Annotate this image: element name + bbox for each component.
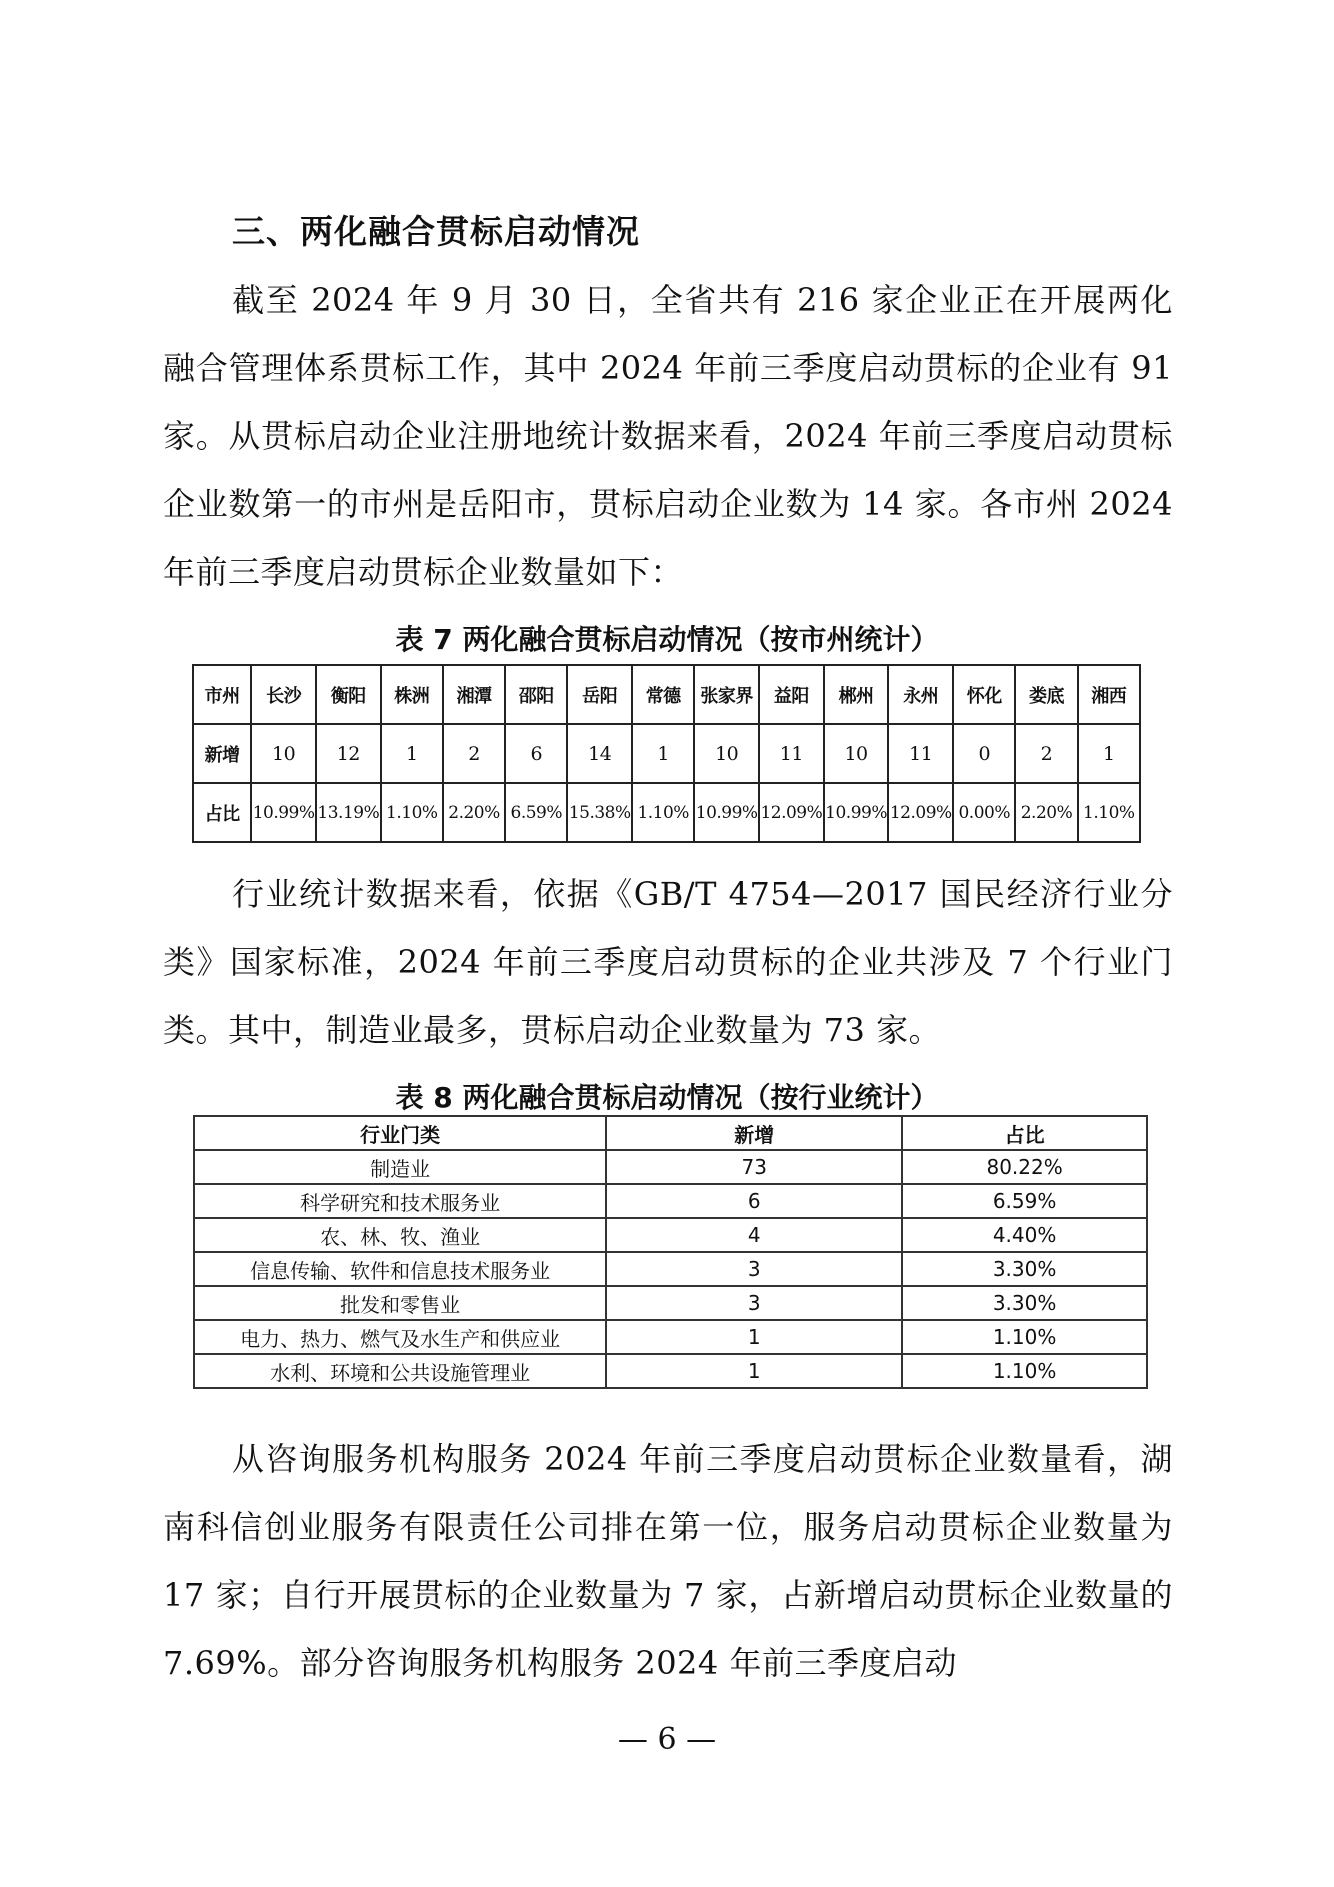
- table7-cell-share: 1.10%: [632, 783, 694, 842]
- table8-cell-new: 4: [606, 1218, 902, 1252]
- table7-cell-new: 14: [567, 724, 632, 783]
- table8-cell-industry: 制造业: [194, 1150, 606, 1184]
- table7-cell-new: 6: [505, 724, 567, 783]
- table8-cell-industry: 电力、热力、燃气及水生产和供应业: [194, 1320, 606, 1354]
- table7-cell-new: 2: [443, 724, 505, 783]
- page-number: — 6 —: [617, 1722, 717, 1757]
- table7-cell-new: 1: [1078, 724, 1140, 783]
- table7-cell-share: 1.10%: [381, 783, 443, 842]
- table7-cell-new: 2: [1015, 724, 1077, 783]
- table7-cell-new: 11: [888, 724, 953, 783]
- paragraph-overview: [163, 266, 1173, 606]
- table8-header-row: [194, 1116, 1147, 1150]
- paragraph-consulting-text: 从咨询服务机构服务 2024 年前三季度启动贯标企业数量看，湖南科信创业服务有限责任公司排在第一位，服务启动贯标企业数量为 17 家；自行开展贯标的企业数量为 7 家，占新增启动贯标企业数量的 7.69%。部分咨询服务机构服务 2024 年前三季度启动: [163, 1440, 1173, 1682]
- table8-cell-industry: 农、林、牧、渔业: [194, 1218, 606, 1252]
- table8-cell-new: 73: [606, 1150, 902, 1184]
- table8-cell-industry: 信息传输、软件和信息技术服务业: [194, 1252, 606, 1286]
- table7-cell-new: 11: [759, 724, 824, 783]
- table7-cell-new: 0: [953, 724, 1015, 783]
- table7-cell-share: 10.99%: [824, 783, 889, 842]
- table7-cell-share: 2.20%: [443, 783, 505, 842]
- table7-cell-share: 12.09%: [759, 783, 824, 842]
- table7-cell-share: 1.10%: [1078, 783, 1140, 842]
- table8-header-new: 新增: [606, 1116, 902, 1150]
- table8-cell-new: 1: [606, 1354, 902, 1388]
- paragraph-industry: [163, 860, 1173, 1064]
- table8-cell-share: 1.10%: [902, 1320, 1147, 1354]
- table7-cell-city: 益阳: [759, 665, 824, 724]
- table8-cell-industry: 科学研究和技术服务业: [194, 1184, 606, 1218]
- table7-cell-new: 10: [824, 724, 889, 783]
- table7-row-share: [193, 783, 1140, 842]
- table7-row-city: [193, 665, 1140, 724]
- table8-cell-share: 80.22%: [902, 1150, 1147, 1184]
- table8-row: [194, 1150, 1147, 1184]
- table8-cell-new: 3: [606, 1286, 902, 1320]
- table7-cell-city: 邵阳: [505, 665, 567, 724]
- table7-cell-city: 张家界: [694, 665, 759, 724]
- table7-by-city: [192, 664, 1141, 843]
- table7-row-label: 新增: [193, 724, 251, 783]
- table7-cell-new: 1: [381, 724, 443, 783]
- table7-cell-city: 岳阳: [567, 665, 632, 724]
- table7-cell-new: 10: [251, 724, 316, 783]
- table7-cell-share: 12.09%: [888, 783, 953, 842]
- table8-row: [194, 1354, 1147, 1388]
- table7-cell-share: 15.38%: [567, 783, 632, 842]
- table7-cell-new: 1: [632, 724, 694, 783]
- table7-cell-share: 13.19%: [316, 783, 381, 842]
- table7-cell-city: 株洲: [381, 665, 443, 724]
- table8-cell-share: 3.30%: [902, 1286, 1147, 1320]
- table7-row-new: [193, 724, 1140, 783]
- paragraph-overview-text: 截至 2024 年 9 月 30 日，全省共有 216 家企业正在开展两化融合管理体系贯标工作，其中 2024 年前三季度启动贯标的企业有 91 家。从贯标启动企业注册地统计数据来看，2024 年前三季度启动贯标企业数第一的市州是岳阳市，贯标启动企业数为 14 家。各市州 2024 年前三季度启动贯标企业数量如下：: [163, 281, 1173, 591]
- table7-cell-city: 永州: [888, 665, 953, 724]
- table8-by-industry: [193, 1115, 1148, 1389]
- table7-cell-share: 10.99%: [694, 783, 759, 842]
- table7-cell-city: 湘西: [1078, 665, 1140, 724]
- table7-cell-share: 0.00%: [953, 783, 1015, 842]
- table7-cell-city: 常德: [632, 665, 694, 724]
- table8-cell-industry: 批发和零售业: [194, 1286, 606, 1320]
- table7-cell-new: 10: [694, 724, 759, 783]
- table8-cell-share: 4.40%: [902, 1218, 1147, 1252]
- table7-cell-share: 6.59%: [505, 783, 567, 842]
- paragraph-consulting: [163, 1425, 1173, 1697]
- table7-cell-city: 衡阳: [316, 665, 381, 724]
- section-heading: 三、两化融合贯标启动情况: [232, 212, 640, 251]
- table7-cell-share: 10.99%: [251, 783, 316, 842]
- table8-row: [194, 1252, 1147, 1286]
- table8-cell-new: 1: [606, 1320, 902, 1354]
- table8-cell-new: 3: [606, 1252, 902, 1286]
- table8-cell-share: 3.30%: [902, 1252, 1147, 1286]
- table7-cell-city: 怀化: [953, 665, 1015, 724]
- table8-cell-share: 1.10%: [902, 1354, 1147, 1388]
- table7-cell-new: 12: [316, 724, 381, 783]
- table7-row-label: 占比: [193, 783, 251, 842]
- table8-row: [194, 1184, 1147, 1218]
- table8-row: [194, 1218, 1147, 1252]
- table8-row: [194, 1286, 1147, 1320]
- table7-cell-city: 娄底: [1015, 665, 1077, 724]
- table7-caption: 表 7 两化融合贯标启动情况（按市州统计）: [395, 623, 939, 656]
- table8-header-industry: 行业门类: [194, 1116, 606, 1150]
- table7-cell-share: 2.20%: [1015, 783, 1077, 842]
- table8-cell-industry: 水利、环境和公共设施管理业: [194, 1354, 606, 1388]
- table8-row: [194, 1320, 1147, 1354]
- table8-caption: 表 8 两化融合贯标启动情况（按行业统计）: [395, 1081, 939, 1114]
- table7-cell-city: 郴州: [824, 665, 889, 724]
- table8-cell-share: 6.59%: [902, 1184, 1147, 1218]
- table8-header-share: 占比: [902, 1116, 1147, 1150]
- table7-row-label: 市州: [193, 665, 251, 724]
- table8-cell-new: 6: [606, 1184, 902, 1218]
- table7-cell-city: 湘潭: [443, 665, 505, 724]
- table7-cell-city: 长沙: [251, 665, 316, 724]
- paragraph-industry-text: 行业统计数据来看，依据《GB/T 4754—2017 国民经济行业分类》国家标准，2024 年前三季度启动贯标的企业共涉及 7 个行业门类。其中，制造业最多，贯标启动企业数量为 73 家。: [163, 875, 1173, 1049]
